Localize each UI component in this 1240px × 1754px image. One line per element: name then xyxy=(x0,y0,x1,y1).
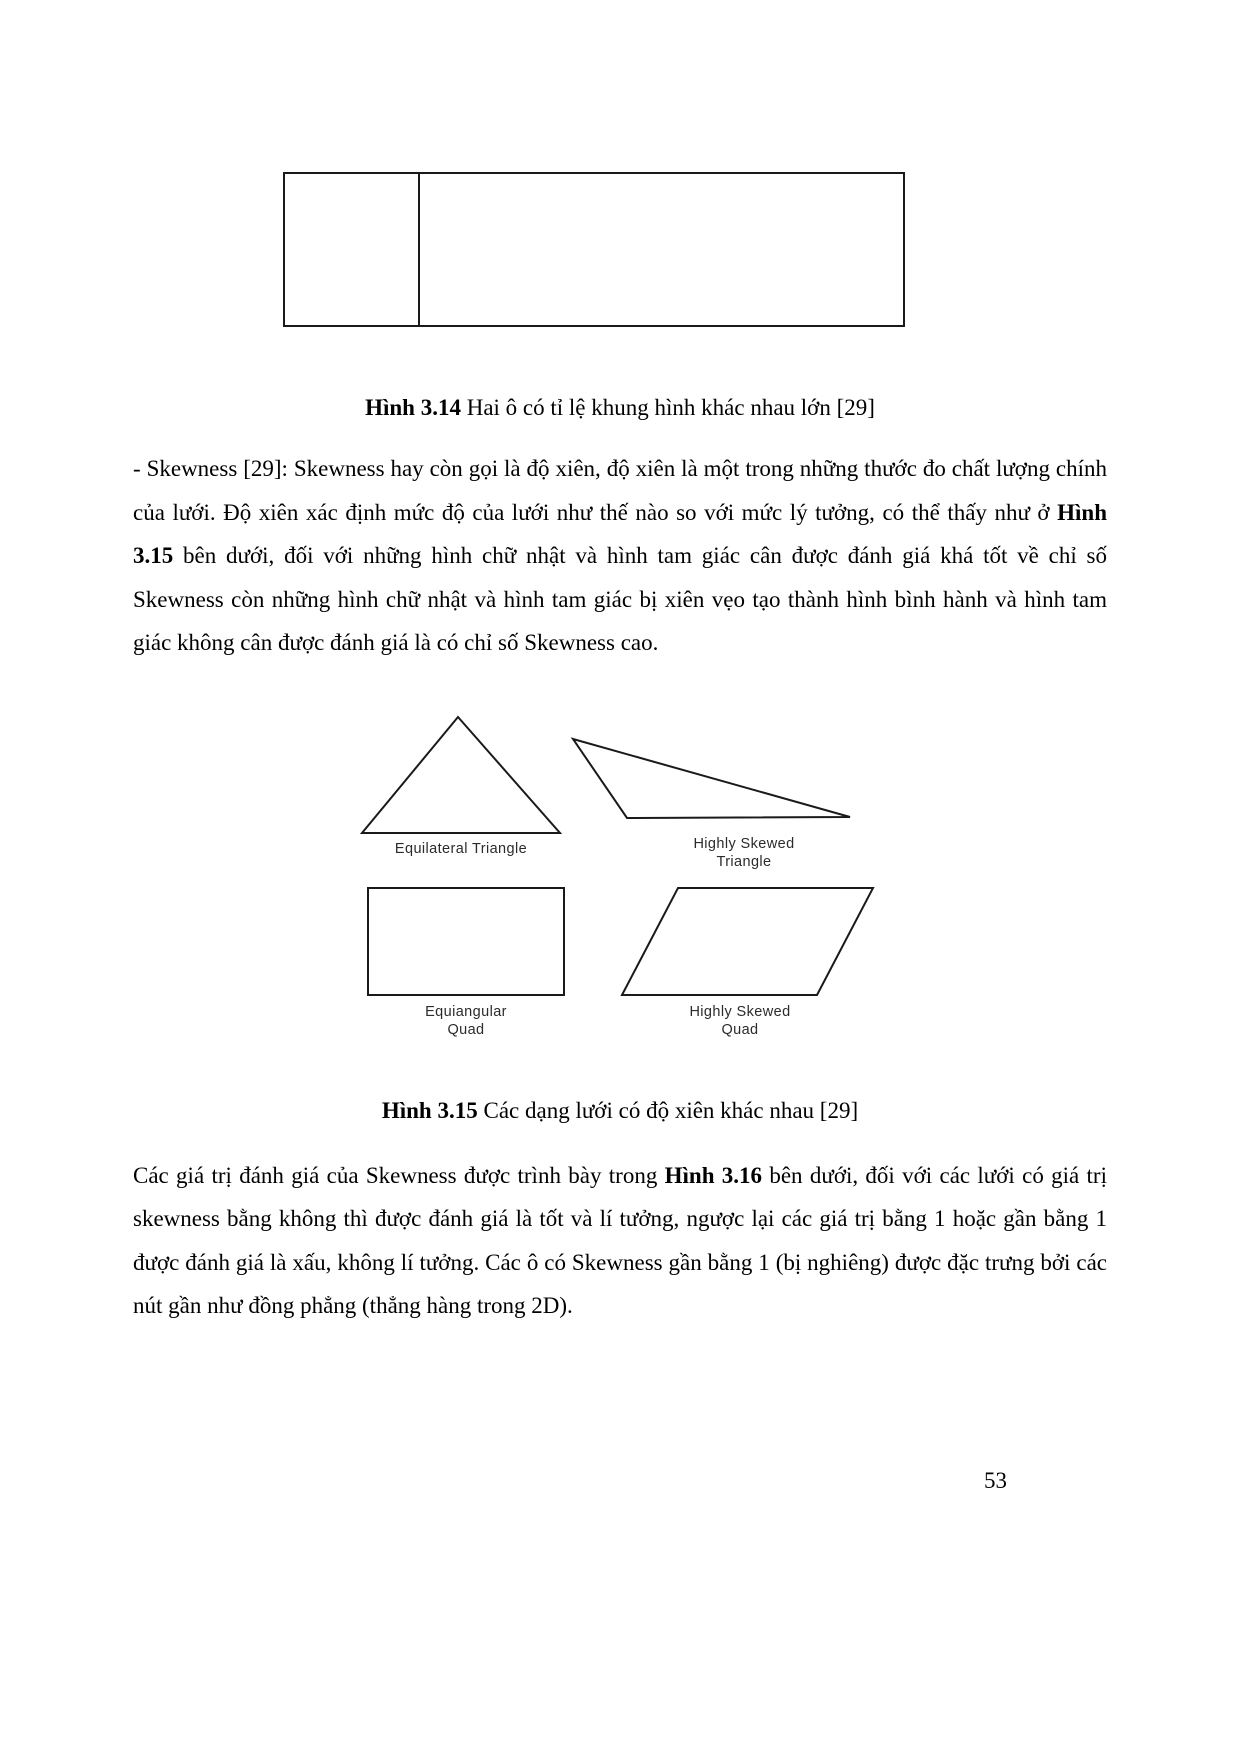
paragraph-skewness-text-2: bên dưới, đối với những hình chữ nhật và hình tam giác cân được đánh giá khá tốt về chỉ số Skewness còn những hình chữ nhật và hình tam giác bị xiên vẹo tạo thành hình bình hành và hình tam giác không cân được đánh giá là có chỉ số Skewness cao. xyxy=(133,543,1107,655)
paragraph-skewness-values-text-1: Các giá trị đánh giá của Skewness được trình bày trong xyxy=(133,1162,665,1188)
highly-skewed-triangle-label-line2: Triangle xyxy=(716,853,772,870)
figure-3-14-caption-text: Hai ô có tỉ lệ khung hình khác nhau lớn [29] xyxy=(460,395,875,420)
highly-skewed-triangle-label-line1: Highly Skewed xyxy=(693,835,795,852)
figure-3-15-caption xyxy=(133,1096,1107,1126)
page-number: 53 xyxy=(984,1468,1007,1493)
figure-3-15-caption-label: Hình 3.15 xyxy=(381,1097,478,1123)
figure-3-14-image xyxy=(283,172,905,327)
paragraph-skewness-values-figure-ref: Hình 3.16 xyxy=(664,1162,763,1188)
paragraph-skewness-text-1: - Skewness [29]: Skewness hay còn gọi là độ xiên, độ xiên là một trong những thước đo chất lượng chính của lưới. Độ xiên xác định mức độ của lưới như thế nào so với mức lý tưởng, có thể thấy như ở xyxy=(133,456,1107,525)
equiangular-quad-label-line1: Equiangular xyxy=(425,1003,507,1020)
equilateral-triangle-label: Equilateral Triangle xyxy=(394,840,528,857)
equilateral-triangle-shape xyxy=(362,717,560,833)
equiangular-quad-label-line2: Quad xyxy=(447,1021,485,1038)
paragraph-skewness-values-text-2: bên dưới, đối với các lưới có giá trị skewness bằng không thì được đánh giá là tốt và lí tưởng, ngược lại các giá trị bằng 1 hoặc gần bằng 1 được đánh giá là xấu, không lí tưởng. Các ô có Skewness gần bằng 1 (bị nghiêng) được đặc trưng bởi các nút gần như đồng phẳng (thẳng hàng trong 2D). xyxy=(133,1162,1107,1318)
paragraph-skewness-values xyxy=(133,1154,1107,1328)
highly-skewed-quad-shape xyxy=(622,888,873,995)
figure-3-14-caption-label: Hình 3.14 xyxy=(365,395,461,420)
highly-skewed-quad-label-line1: Highly Skewed xyxy=(689,1003,791,1020)
figure-3-14-cell-divider xyxy=(418,174,420,325)
paragraph-skewness-figure-ref: Hình 3.15 xyxy=(133,499,1107,568)
paragraph-skewness xyxy=(133,447,1107,665)
highly-skewed-quad-label-line2: Quad xyxy=(721,1021,759,1038)
highly-skewed-triangle-shape xyxy=(573,739,850,818)
equiangular-quad-shape xyxy=(368,888,564,995)
figure-3-15-caption-text: Các dạng lưới có độ xiên khác nhau [29] xyxy=(477,1097,859,1123)
figure-3-14-caption xyxy=(133,393,1107,423)
figure-3-15-image xyxy=(340,705,900,1050)
